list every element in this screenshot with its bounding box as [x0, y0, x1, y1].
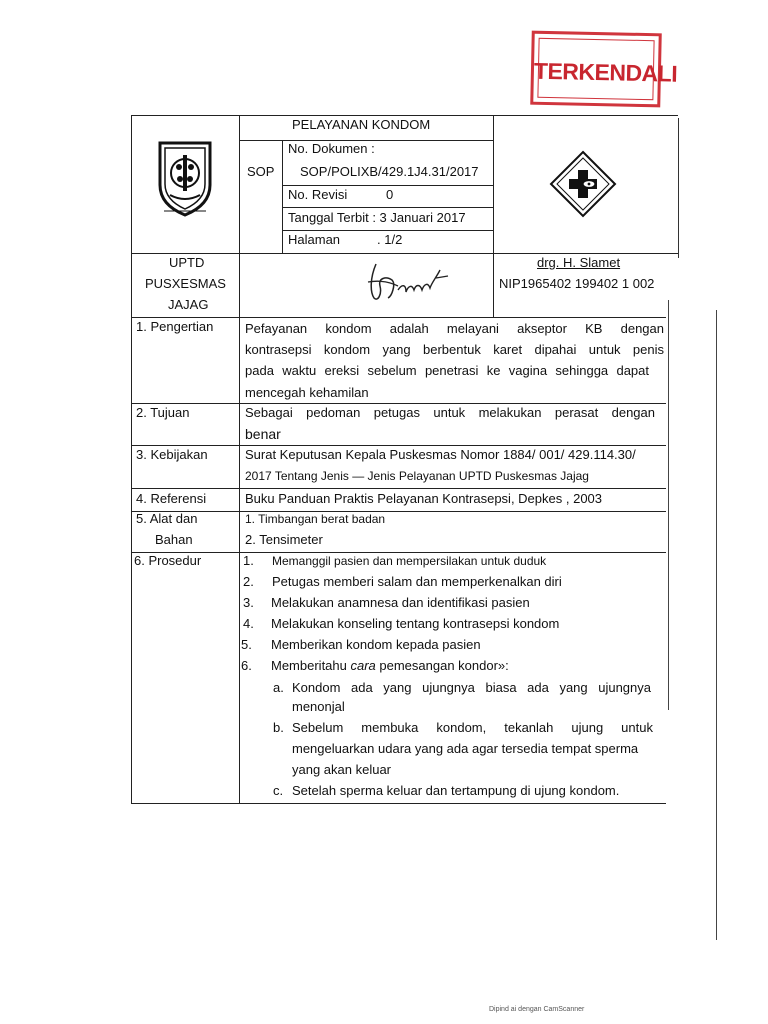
- prosedur-step-5-text: Memberikan kondom kepada pasien: [271, 637, 481, 652]
- prosedur-step-4-text: Melakukan konseling tentang kontrasepsi kondom: [271, 616, 560, 631]
- scanner-footer: Dipind ai dengan CamScanner: [489, 1006, 585, 1013]
- prosedur-step-5-num: 5.: [241, 637, 252, 652]
- institution-line-3: JAJAG: [168, 297, 209, 312]
- institution-line-1: UPTD: [169, 255, 205, 270]
- sub-c-line-1: Setelah sperma keluar dan tertampung di ujung kondom.: [292, 783, 620, 798]
- section-label-kebijakan: 3. Kebijakan: [136, 447, 208, 462]
- sub-b-line-2: mengeluarkan udara yang ada agar tersedia tempat sperma: [292, 741, 639, 756]
- prosedur-step-3-num: 3.: [243, 595, 254, 610]
- document-title: PELAYANAN KONDOM: [292, 117, 431, 132]
- sub-a-line-1: Kondom ada yang ujungnya biasa ada yang ujungnya: [292, 680, 651, 695]
- tujuan-line-1: Sebagai pedoman petugas untuk melakukan perasat dengan: [245, 405, 655, 420]
- prosedur-step-4-num: 4.: [243, 616, 254, 631]
- sub-c-marker: c.: [273, 783, 284, 798]
- alat-item-2: 2. Tensimeter: [245, 532, 323, 547]
- table-line: [131, 317, 666, 318]
- prosedur-step-2-num: 2.: [243, 574, 254, 589]
- table-line: [282, 207, 493, 208]
- scan-edge-line: [716, 310, 717, 940]
- section-label-alat-2: Bahan: [155, 532, 193, 547]
- terkendali-stamp: [530, 31, 678, 108]
- scan-edge-line: [678, 118, 679, 258]
- scan-edge-line: [668, 300, 669, 710]
- prosedur-step-1-num: 1.: [243, 553, 254, 568]
- doc-number-value: SOP/POLIXB/429.1J4.31/2017: [300, 164, 479, 179]
- issue-date: Tanggal Terbit : 3 Januari 2017: [288, 210, 466, 225]
- section-label-pengertian: 1. Pengertian: [136, 319, 214, 334]
- kebijakan-line-1: Surat Keputusan Kepala Puskesmas Nomor 1884/ 001/ 429.114.30/: [245, 447, 636, 462]
- pengertian-line-1: Pefayanan kondom adalah melayani akseptor KB dengan: [245, 321, 664, 336]
- institution-line-2: PUSXESMAS: [145, 276, 226, 291]
- section-label-alat-1: 5. Alat dan: [136, 511, 198, 526]
- table-line: [282, 140, 283, 253]
- regional-emblem-logo: [152, 137, 218, 217]
- table-line: [493, 115, 494, 317]
- table-border-bottom: [131, 803, 666, 804]
- section-label-prosedur: 6. Prosedur: [134, 553, 202, 568]
- prosedur-step-2-text: Petugas memberi salam dan memperkenalkan diri: [272, 574, 562, 589]
- pengertian-line-2: kontrasepsi kondom yang berbentuk karet dipahai untuk penis: [245, 342, 664, 357]
- table-line: [131, 403, 666, 404]
- revision-value: 0: [386, 187, 394, 202]
- sub-b-marker: b.: [273, 720, 284, 735]
- table-border-top: [131, 115, 678, 116]
- page-value: . 1/2: [377, 232, 403, 247]
- table-line: [282, 230, 493, 231]
- prosedur-step-6-italic: cara: [350, 658, 376, 673]
- signer-name: drg. H. Slamet: [537, 255, 621, 270]
- tujuan-line-2: benar: [245, 426, 281, 442]
- pengertian-line-3: pada waktu ereksi sebelum penetrasi ke vagina sehingga dapat: [245, 363, 649, 378]
- section-label-referensi: 4. Referensi: [136, 491, 207, 506]
- section-label-tujuan: 2. Tujuan: [136, 405, 190, 420]
- sub-b-line-3: yang akan keluar: [292, 762, 392, 777]
- sub-a-line-2: menonjal: [292, 699, 345, 714]
- alat-item-1: 1. Timbangan berat badan: [245, 512, 386, 526]
- puskesmas-logo: [549, 150, 617, 218]
- table-border-left: [131, 115, 132, 804]
- doc-number-label: No. Dokumen :: [288, 141, 375, 156]
- revision-label: No. Revisi: [288, 187, 348, 202]
- prosedur-step-6-num: 6.: [241, 658, 252, 673]
- pengertian-line-4: mencegah kehamilan: [245, 385, 369, 400]
- table-line: [131, 253, 678, 254]
- sop-label: SOP: [247, 164, 275, 179]
- kebijakan-line-2: 2017 Tentang Jenis — Jenis Pelayanan UPTD Puskesmas Jajag: [245, 469, 589, 483]
- stamp-text: TERKENDALI: [533, 57, 678, 87]
- sub-b-line-1: Sebelum membuka kondom, tekanlah ujung untuk: [292, 720, 653, 735]
- prosedur-step-6-part-1: Memberitahu: [271, 658, 351, 673]
- table-line: [131, 488, 666, 489]
- prosedur-step-3-text: Melakukan anamnesa dan identifikasi pasien: [271, 595, 530, 610]
- page-label: Halaman: [288, 232, 341, 247]
- prosedur-step-6-part-2: pemesangan kondor»:: [375, 658, 509, 673]
- table-line: [131, 511, 666, 512]
- table-line: [131, 445, 666, 446]
- prosedur-step-6-text: [271, 658, 509, 674]
- signer-nip: NIP1965402 199402 1 002: [499, 276, 655, 291]
- table-line: [282, 185, 493, 186]
- handwritten-signature: [362, 256, 458, 306]
- prosedur-step-1-text: Memanggil pasien dan mempersilakan untuk duduk: [272, 554, 547, 568]
- sub-a-marker: a.: [273, 680, 284, 695]
- referensi-text: Buku Panduan Praktis Pelayanan Kontrasepsi, Depkes , 2003: [245, 491, 603, 506]
- table-line: [239, 115, 240, 804]
